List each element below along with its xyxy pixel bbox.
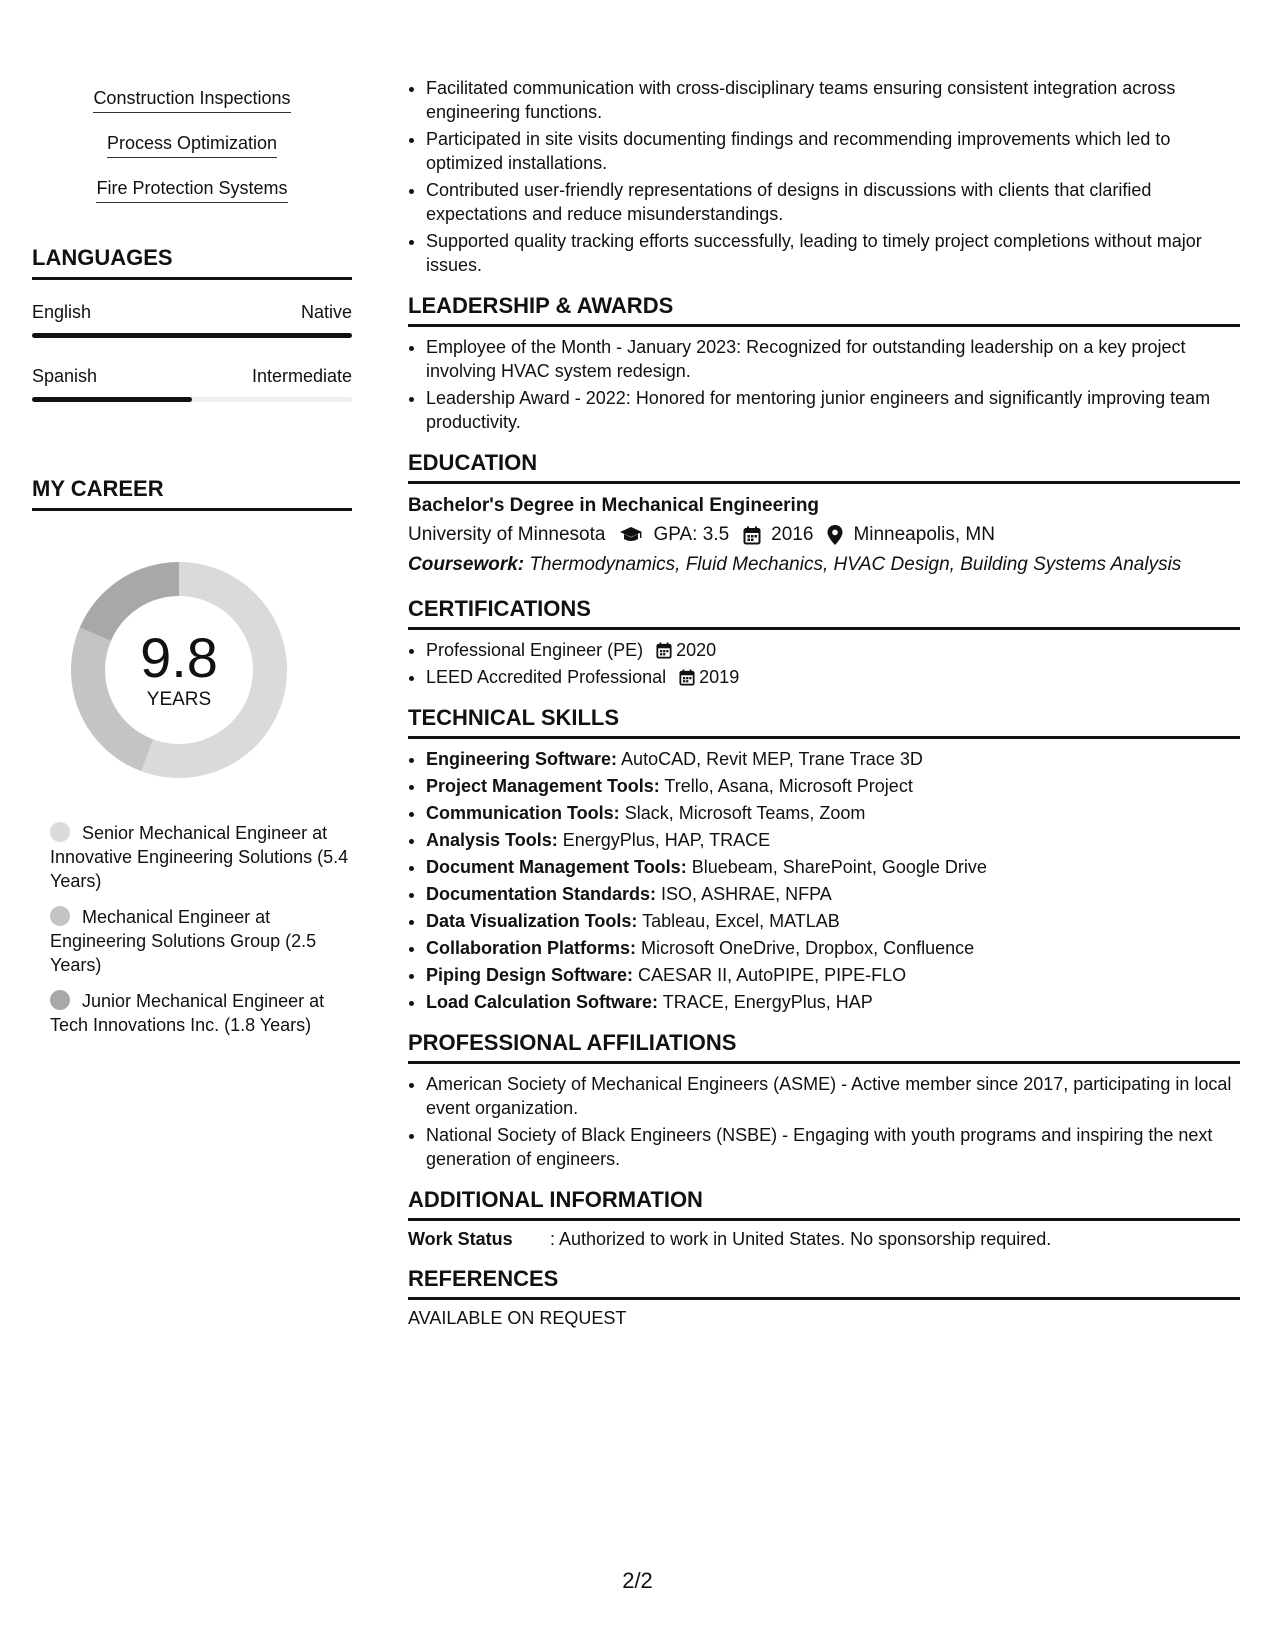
cert-name: Professional Engineer (PE) (426, 640, 644, 660)
coursework (408, 550, 1240, 580)
certifications-heading: CERTIFICATIONS (408, 596, 1240, 630)
list-item (426, 801, 1240, 825)
list-item (426, 828, 1240, 852)
references-text: AVAILABLE ON REQUEST (408, 1308, 627, 1328)
additional-info-section (408, 1187, 1240, 1250)
career-heading: MY CAREER (32, 476, 352, 511)
career-dot (50, 990, 70, 1010)
location: Minneapolis, MN (853, 524, 995, 545)
career-item (50, 989, 352, 1037)
list-item: • American Society of Mechanical Engineers (ASME) - Active member since 2017, participating in local event organization. (426, 1072, 1240, 1120)
list-item: • Leadership Award - 2022: Honored for mentoring junior engineers and significantly improving team productivity. (426, 386, 1240, 434)
list-item: • Facilitated communication with cross-disciplinary teams ensuring consistent integration across engineering functions. (426, 76, 1240, 124)
language-level: Intermediate (251, 366, 352, 386)
career-item-text: Senior Mechanical Engineer at Innovative Engineering Solutions (5.4 Years) (50, 823, 349, 891)
skill-value: Slack, Microsoft Teams, Zoom (624, 803, 866, 823)
references-section (408, 1266, 1240, 1329)
skill-label: Engineering Software: (426, 749, 618, 769)
cert-year: 2020 (676, 640, 717, 660)
list-item (426, 936, 1240, 960)
skill-label: Documentation Standards: (426, 884, 657, 904)
language-item (32, 302, 352, 338)
experience-bullets (408, 76, 1240, 277)
list-item (426, 774, 1240, 798)
skill-tag: Construction Inspections (93, 88, 290, 113)
list-item: • Contributed user-friendly representations of designs in discussions with clients that clarified expectations and reduce misunderstandings. (426, 178, 1240, 226)
degree: Bachelor's Degree in Mechanical Engineering (408, 495, 820, 516)
career-item (50, 821, 352, 893)
skill-value: TRACE, EnergyPlus, HAP (662, 992, 873, 1012)
list-item (426, 747, 1240, 771)
career-unit: YEARS (146, 689, 212, 710)
skill-label: Load Calculation Software: (426, 992, 659, 1012)
work-status-value: : Authorized to work in United States. No sponsorship required. (550, 1229, 1052, 1249)
skill-label: Document Management Tools: (426, 857, 687, 877)
career-total: 9.8 (140, 626, 218, 689)
education-section (408, 450, 1240, 580)
affiliations-heading: PROFESSIONAL AFFILIATIONS (408, 1030, 1240, 1064)
skill-label: Data Visualization Tools: (426, 911, 638, 931)
languages-heading: LANGUAGES (32, 245, 352, 280)
career-item (50, 905, 352, 977)
calendar-icon (679, 669, 695, 686)
language-name: English (32, 302, 92, 322)
list-item: • Supported quality tracking efforts successfully, leading to timely project completions without major issues. (426, 229, 1240, 277)
career-item-text: Junior Mechanical Engineer at Tech Innovations Inc. (1.8 Years) (50, 991, 325, 1035)
list-item: • National Society of Black Engineers (NSBE) - Engaging with youth programs and inspiring the next generation of engineers. (426, 1123, 1240, 1171)
skill-tags (32, 70, 352, 205)
language-name: Spanish (32, 366, 98, 386)
language-bar-fill (32, 397, 192, 402)
leadership-heading: LEADERSHIP & AWARDS (408, 293, 1240, 327)
additional-info-heading: ADDITIONAL INFORMATION (408, 1187, 1240, 1221)
calendar-icon (743, 526, 761, 545)
list-item (426, 882, 1240, 906)
language-bar (32, 333, 352, 338)
leadership-section (408, 293, 1240, 434)
gpa: GPA: 3.5 (653, 524, 730, 545)
certifications-section (408, 596, 1240, 689)
education-heading: EDUCATION (408, 450, 1240, 484)
career-item-text: Mechanical Engineer at Engineering Solutions Group (2.5 Years) (50, 907, 317, 975)
page-number: 2/2 (622, 1568, 653, 1593)
list-item (426, 638, 1240, 662)
skill-value: AutoCAD, Revit MEP, Trane Trace 3D (621, 749, 923, 769)
skill-label: Communication Tools: (426, 803, 620, 823)
work-status-label: Work Status (408, 1229, 513, 1249)
career-donut (64, 555, 294, 785)
skill-label: Analysis Tools: (426, 830, 558, 850)
list-item (426, 990, 1240, 1014)
skill-value: ISO, ASHRAE, NFPA (661, 884, 832, 904)
skill-value: Trello, Asana, Microsoft Project (664, 776, 913, 796)
language-level: Native (300, 302, 352, 322)
skill-value: CAESAR II, AutoPIPE, PIPE-FLO (638, 965, 907, 985)
references-heading: REFERENCES (408, 1266, 1240, 1300)
skill-value: Bluebeam, SharePoint, Google Drive (691, 857, 987, 877)
graduation-year: 2016 (771, 524, 814, 545)
right-column (408, 76, 1240, 1329)
school: University of Minnesota (408, 524, 606, 545)
education-details (408, 520, 1240, 550)
list-item: • Employee of the Month - January 2023: Recognized for outstanding leadership on a key project involving HVAC system redesign. (426, 335, 1240, 383)
skill-value: EnergyPlus, HAP, TRACE (562, 830, 771, 850)
left-column (32, 70, 352, 1049)
language-bar (32, 397, 352, 402)
list-item (426, 855, 1240, 879)
career-dot (50, 822, 70, 842)
career-section (32, 476, 352, 1037)
coursework-label: Coursework: (408, 554, 525, 575)
graduation-cap-icon (619, 526, 643, 544)
skill-value: Microsoft OneDrive, Dropbox, Confluence (641, 938, 975, 958)
affiliations-section (408, 1030, 1240, 1171)
languages-section (32, 245, 352, 402)
career-list (32, 821, 352, 1037)
skill-label: Piping Design Software: (426, 965, 634, 985)
skill-value: Tableau, Excel, MATLAB (642, 911, 840, 931)
language-bar-fill (32, 333, 352, 338)
location-pin-icon (827, 525, 843, 545)
cert-year: 2019 (699, 667, 740, 687)
skill-label: Collaboration Platforms: (426, 938, 637, 958)
list-item (426, 909, 1240, 933)
cert-name: LEED Accredited Professional (426, 667, 667, 687)
coursework-list: Thermodynamics, Fluid Mechanics, HVAC Design, Building Systems Analysis (529, 554, 1182, 575)
language-item (32, 366, 352, 402)
list-item (426, 665, 1240, 689)
skill-tag: Fire Protection Systems (96, 178, 287, 203)
list-item (426, 963, 1240, 987)
technical-skills-heading: TECHNICAL SKILLS (408, 705, 1240, 739)
skill-tag: Process Optimization (107, 133, 277, 158)
list-item: • Participated in site visits documenting findings and recommending improvements which led to optimized installations. (426, 127, 1240, 175)
technical-skills-section (408, 705, 1240, 1014)
skill-label: Project Management Tools: (426, 776, 660, 796)
calendar-icon (656, 642, 672, 659)
career-dot (50, 906, 70, 926)
